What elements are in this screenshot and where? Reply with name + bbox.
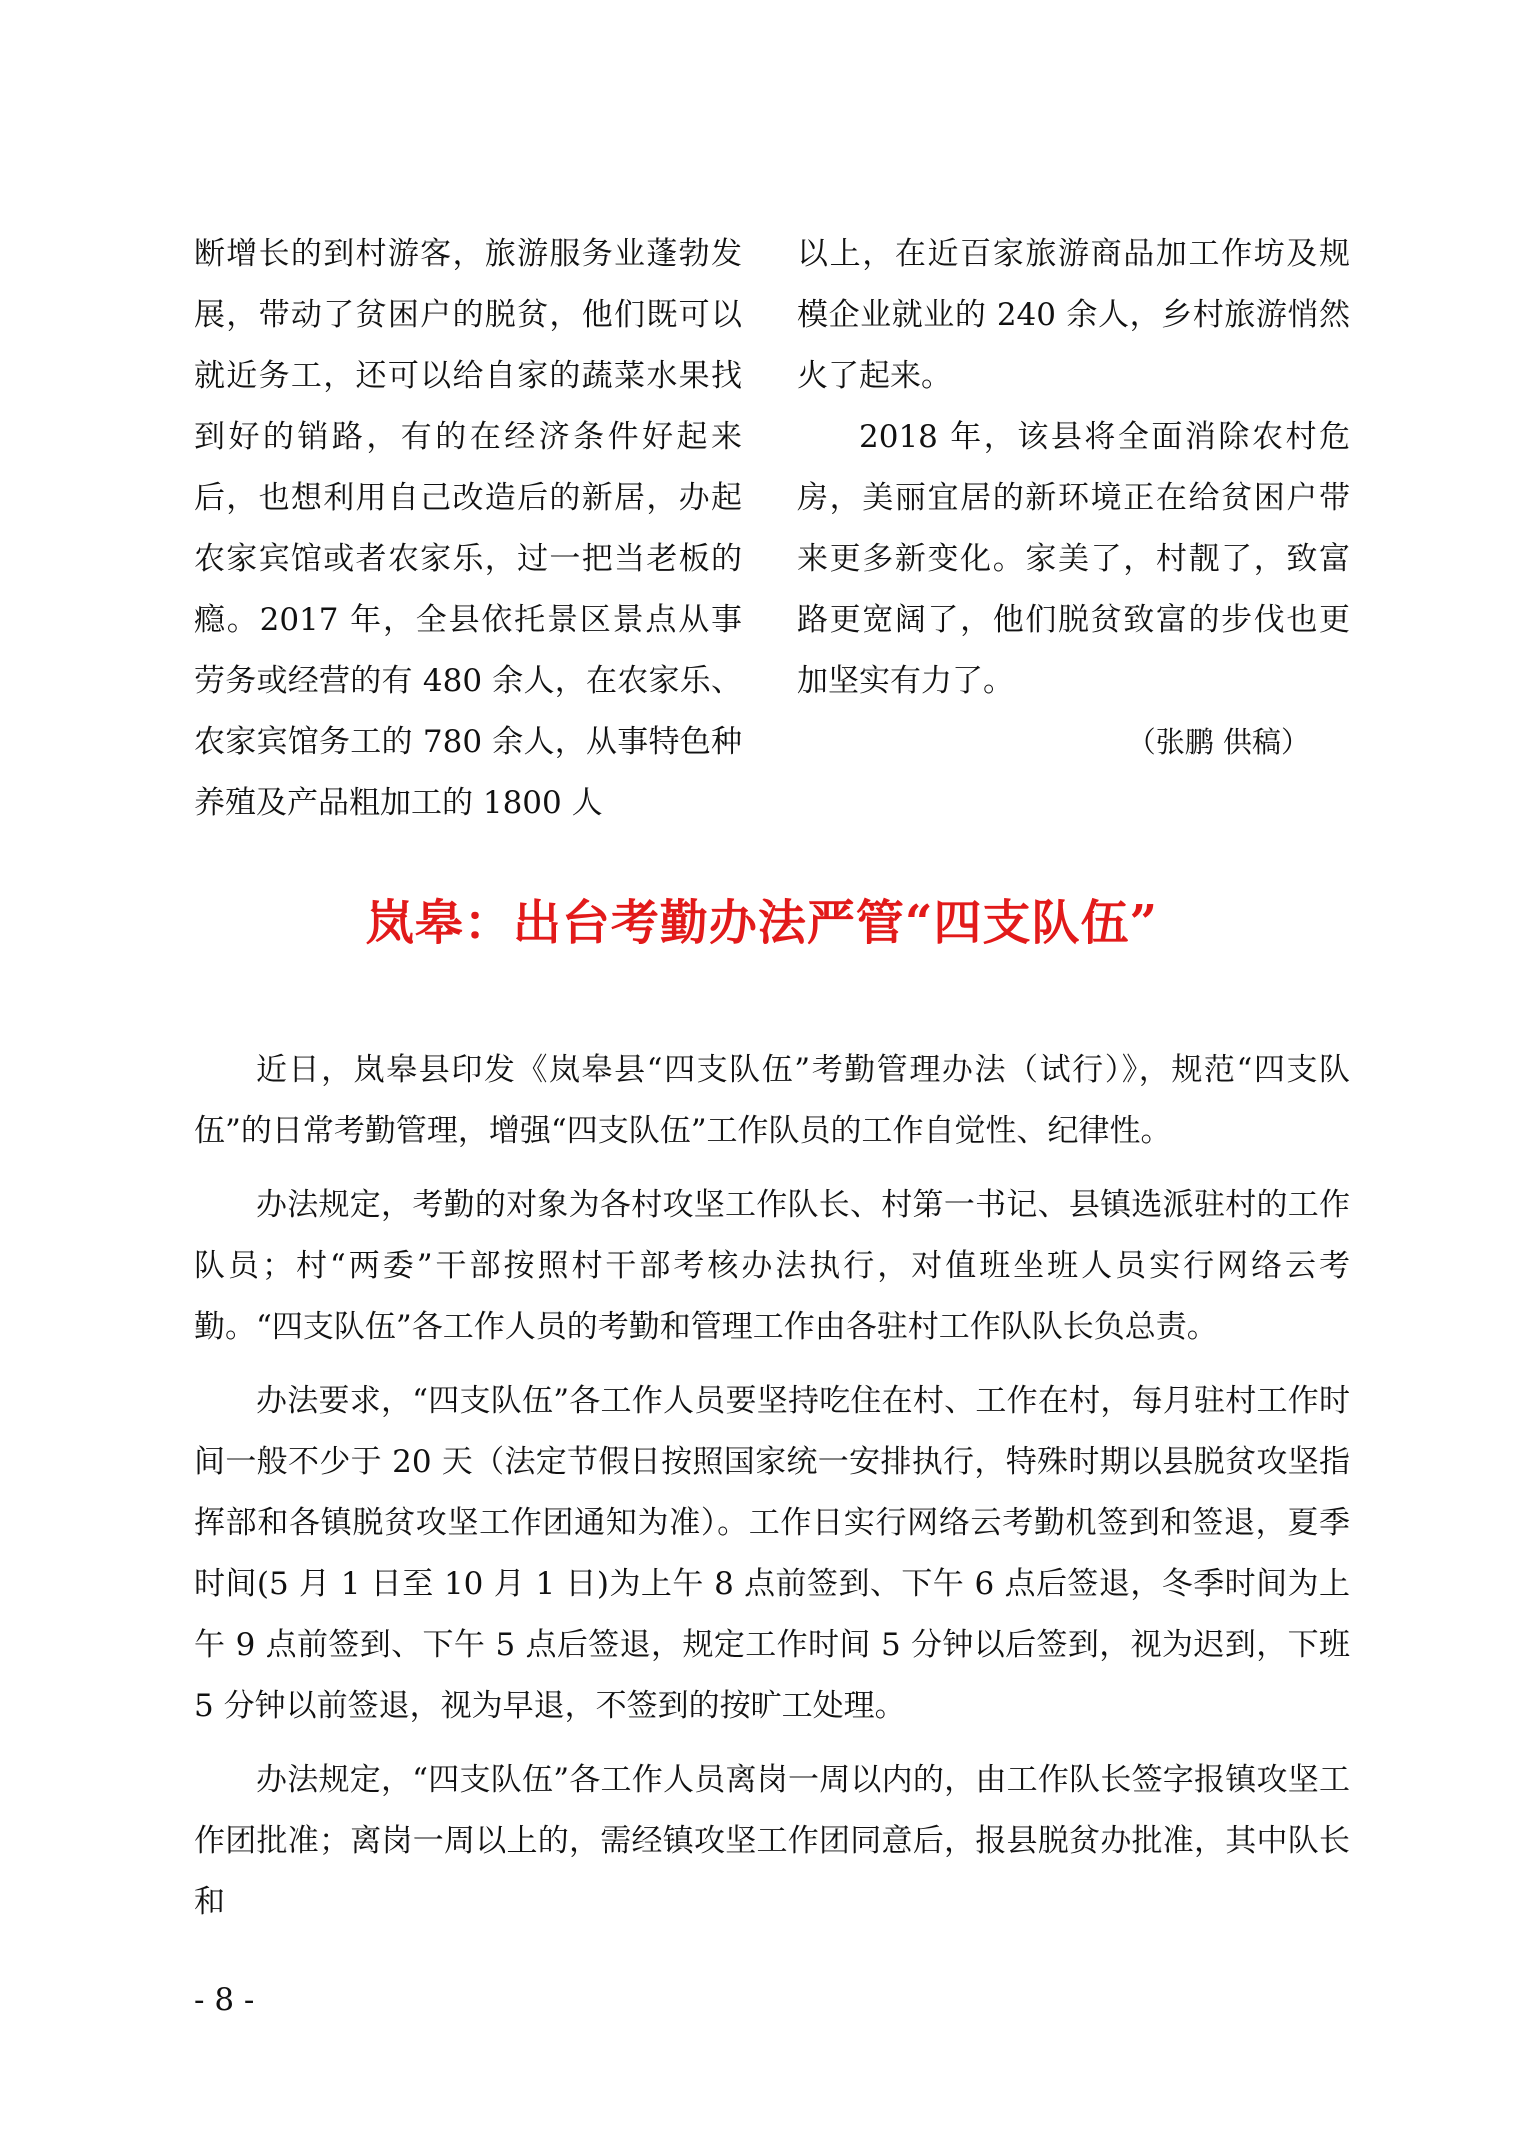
right-column-paragraph-1: 以上，在近百家旅游商品加工作坊及规模企业就业的 240 余人，乡村旅游悄然火了起来。 [797,236,1350,394]
article-paragraph-4: 办法规定，“四支队伍”各工作人员离岗一周以内的，由工作队长签字报镇攻坚工作团批准；离岗一周以上的，需经镇攻坚工作团同意后，报县脱贫办批准，其中队长和 [194,1762,1350,1920]
article-body [194,1040,1350,1946]
left-column-paragraph: 断增长的到村游客，旅游服务业蓬勃发展，带动了贫困户的脱贫，他们既可以就近务工，还可以给自家的蔬菜水果找到好的销路，有的在经济条件好起来后，也想利用自己改造后的新居，办起农家宾馆或者农家乐，过一把当老板的瘾。2017 年，全县依托景区景点从事劳务或经营的有 480 余人，在农家乐、农家宾馆务工的 780 余人，从事特色种养殖及产品粗加工的 1800 人 [194,236,742,821]
right-column-paragraph-2: 2018 年，该县将全面消除农村危房，美丽宜居的新环境正在给贫困户带来更多新变化。家美了，村靓了，致富路更宽阔了，他们脱贫致富的步伐也更加坚实有力了。 [797,419,1350,699]
left-column [194,224,742,834]
page-number: - 8 - [194,1982,255,2018]
article-paragraph-1: 近日，岚皋县印发《岚皋县“四支队伍”考勤管理办法（试行）》，规范“四支队伍”的日常考勤管理，增强“四支队伍”工作队员的工作自觉性、纪律性。 [194,1052,1350,1149]
author-credit: （张鹏 供稿） [1126,725,1310,759]
right-column [797,224,1350,773]
article-paragraph-3: 办法要求，“四支队伍”各工作人员要坚持吃住在村、工作在村，每月驻村工作时间一般不少于 20 天（法定节假日按照国家统一安排执行，特殊时期以县脱贫攻坚指挥部和各镇脱贫攻坚工作团通知为准）。工作日实行网络云考勤机签到和签退，夏季时间(5 月 1 日至 10 月 1 日)为上午 8 点前签到、下午 6 点后签退，冬季时间为上午 9 点前签到、下午 5 点后签退，规定工作时间 5 分钟以后签到，视为迟到，下班 5 分钟以前签退，视为早退，不签到的按旷工处理。 [194,1383,1350,1724]
article-paragraph-2: 办法规定，考勤的对象为各村攻坚工作队长、村第一书记、县镇选派驻村的工作队员；村“两委”干部按照村干部考核办法执行，对值班坐班人员实行网络云考勤。“四支队伍”各工作人员的考勤和管理工作由各驻村工作队队长负总责。 [194,1187,1350,1345]
article-title: 岚皋：出台考勤办法严管“四支队伍” [365,895,1159,951]
